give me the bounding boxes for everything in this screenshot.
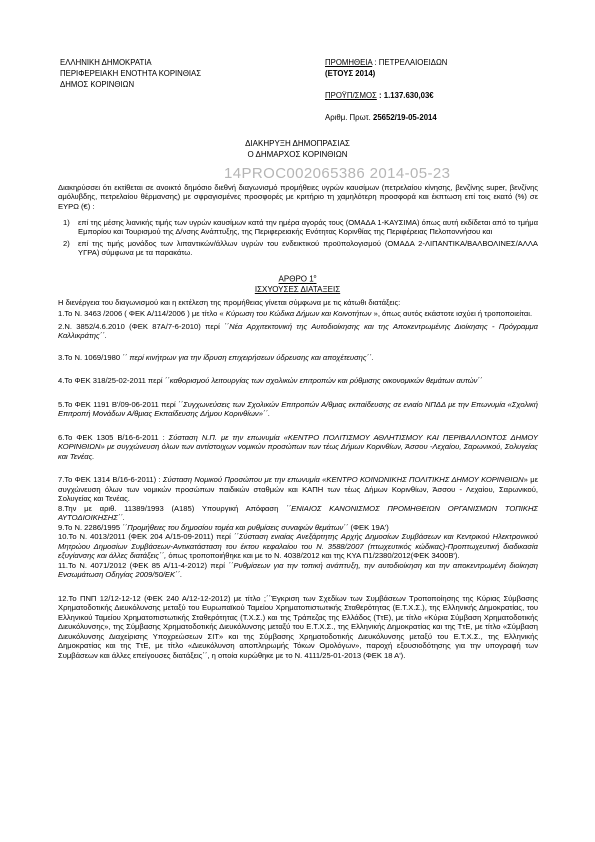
issuer-line: ΠΕΡΙΦΕΡΕΙΑΚΗ ΕΝΟΤΗΤΑ ΚΟΡΙΝΘΙΑΣ [60, 69, 202, 78]
list-item: 2) επί της τιμής μονάδος των λιπαντικών/άλλων υγρών του ενδεικτικού προϋπολογισμού (ΟΜΑΔΑ 2-ΛΙΠΑΝΤΙΚΑ/ΒΑΛΒΟΛΙΝΕΣ/ΑΛΛΑ ΥΓΡΑ) σύμφωνα με τα παρακάτω. [63, 238, 538, 258]
law-item: 7.Το ΦΕΚ 1314 Β/16-6-2011) : Σύσταση Νομικού Προσώπου με την επωνυμία «ΚΕΝΤΡΟ ΚΟΙΝΩΝΙΚΗΣ ΠΟΛΙΤΙΚΗΣ ΔΗΜΟΥ ΚΟΡΙΝΘΙΩΝ» με συγχώνευση όλων των νομικών προσώπων παιδικών σταθμών και ΚΑΠΗ των τέως Δήμων Κορινθίων, Άσσου - Λεχαίου, Σαρωνικού, Σολυγείας και Τενέας. [58, 475, 538, 504]
law-item: 1.Το Ν. 3463 /2006 ( ΦΕΚ Α/114/2006 ) με τίτλο « Κύρωση του Κώδικα Δήμων και Κοινοτήτων », όπως αυτός εκάστοτε ισχύει ή τροποποιείται. [58, 309, 533, 319]
procurement-info [325, 57, 447, 123]
document-subtitle: Ο ΔΗΜΑΡΧΟΣ ΚΟΡΙΝΘΙΩΝ [247, 150, 348, 159]
ada-watermark: 14PROC002065386 2014-05-23 [224, 165, 451, 182]
law-item: 10.Το Ν. 4013/2011 (ΦΕΚ 204 Α/15-09-2011) περί ΄΄Σύσταση ενιαίας Ανεξάρτητης Αρχής Δημοσίων Συμβάσεων και Κεντρικού Ηλεκτρονικού Μητρώου Δημοσίων Συμβάσεων-Αντικατάσταση του έκτου κεφαλαίου του Ν. 3588/2007 (πτωχευτικός κώδικας)-Προπτωχευτική διαδικασία εξυγίανσης και άλλες διατάξεις΄΄, όπως τροποποιήθηκε και με το Ν. 4038/2012 και της ΚΥΑ Π1/2380/2012(ΦΕΚ 3400Β'). [58, 532, 538, 561]
issuer-line: ΕΛΛΗΝΙΚΗ ΔΗΜΟΚΡΑΤΙΑ [60, 58, 152, 67]
budget-value: : 1.137.630,03€ [376, 91, 434, 100]
issuer-header [60, 57, 201, 90]
protocol-line [325, 112, 447, 123]
law-item: 9.Το Ν. 2286/1995 ΄΄Προμήθειες του δημοσίου τομέα και ρυθμίσεις συναφών θεμάτων΄΄ (ΦΕΚ 19Α') [58, 522, 389, 532]
laws-section [58, 298, 538, 660]
criteria-list [58, 218, 538, 258]
law-item: 6.Το ΦΕΚ 1305 Β/16-6-2011 : Σύσταση Ν.Π. με την επωνυμία «ΚΕΝΤΡΟ ΠΟΛΙΤΙΣΜΟΥ ΑΘΛΗΤΙΣΜΟΥ ΚΑΙ ΠΕΡΙΒΑΛΛΟΝΤΟΣ ΔΗΜΟΥ ΚΟΡΙΝΘΙΩΝ» με συγχώνευση όλων των αντίστοιχων νομικών προσώπων των τέως Δήμων Κορινθίων, Άσσου -Λεχαίου, Σαρωνικού, Σολυγείας και Τενέας. [58, 432, 538, 461]
supply-value: : ΠΕΤΡΕΛΑΙΟΕΙΔΩΝ [372, 58, 448, 67]
laws-intro: Η διενέργεια του διαγωνισμού και η εκτέλεση της προμήθειας γίνεται σύμφωνα με τις κάτωθι διατάξεις: [58, 298, 401, 307]
protocol-label: Αριθμ. Πρωτ. [325, 113, 373, 122]
supply-label: ΠΡΟΜΗΘΕΙΑ [325, 58, 373, 67]
law-item: 2.Ν. 3852/4.6.2010 (ΦΕΚ 87Α/7-6-2010) περί ΄΄Νέα Αρχιτεκτονική της Αυτοδιοίκησης και της Αποκεντρωμένης Διοίκησης - Πρόγραμμα Καλλικράτης΄΄. [58, 321, 538, 341]
protocol-value: 25652/19-05-2014 [372, 113, 437, 122]
law-item: 11.Το Ν. 4071/2012 (ΦΕΚ 85 Α/11-4-2012) περί ΄΄Ρυθμίσεων για την τοπική ανάπτυξη, την αυτοδιοίκηση και την αποκεντρωμένη διοίκηση Ενσωμάτωση Οδηγίας 2009/50/ΕΚ΄΄. [58, 560, 538, 580]
document-title: ΔΙΑΚΗΡΥΞΗ ΔΗΜΟΠΡΑΣΙΑΣ [245, 139, 350, 148]
law-item: 4.Το ΦΕΚ 318/25-02-2011 περί ΄΄καθορισμού λειτουργίας των σχολικών επιτροπών και ρύθμισης οικονομικών θεμάτων αυτών΄΄ [58, 376, 483, 386]
law-item: 8.Την με αριθ. 11389/1993 (Α185) Υπουργική Απόφαση ΄΄ΕΝΙΑΙΟΣ ΚΑΝΟΝΙΣΜΟΣ ΠΡΟΜΗΘΕΙΩΝ ΟΡΓΑΝΙΣΜΩΝ ΤΟΠΙΚΗΣ ΑΥΤΟΔΙΟΙΚΗΣΗΣ΄΄. [58, 503, 538, 523]
issuer-line: ΔΗΜΟΣ ΚΟΡΙΝΘΙΩΝ [60, 80, 135, 89]
list-item: 1) επί της μέσης λιανικής τιμής των υγρών καυσίμων κατά την ημέρα αγοράς τους (ΟΜΑΔΑ 1-ΚΑΥΣΙΜΑ) όπως αυτή εκδίδεται από το τμήμα Εμπορίου και Τουρισμού της Δ/νσης Ανάπτυξης, της Περιφερειακής Ενότητας Κορινθίας της Περιφέρειας Πελοποννήσου και [63, 218, 538, 237]
budget-line [325, 90, 447, 101]
article-subtitle: ΙΣΧΥΟΥΣΕΣ ΔΙΑΤΑΞΕΙΣ [254, 285, 341, 294]
article-heading: ΑΡΘΡΟ $1^o$ [278, 274, 317, 284]
supply-year: (ΕΤΟΥΣ 2014) [325, 69, 376, 78]
budget-label: ΠΡΟΫΠ/ΣΜΟΣ [325, 91, 377, 100]
law-item: 3.Το Ν. 1069/1980 ΄΄ περί κινήτρων για την ίδρυση επιχειρήσεων ύδρευσης και αποχέτευσης΄΄. [58, 352, 374, 362]
law-item: 12.Το ΠΝΠ 12/12-12-12 (ΦΕΚ 240 Α/12-12-2012) με τίτλο ;΄΄Έγκριση των Σχεδίων των Συμβάσεων Τροποποίησης της Κύριας Σύμβασης Χρηματοδοτικής Διευκόλυνσης μεταξύ του Ευρωπαϊκού Ταμείου Χρηματοπιστωτικής Σταθερότητας (Ε.Τ.Χ.Σ.), της Ελληνικής Δημοκρατίας, του Ελληνικού Ταμείου Χρηματοπιστωτικής Σταθερότητας (Τ.Χ.Σ.) και της Τράπεζας της Ελλάδος (ΤτΕ), με τίτλο «Κύρια Σύμβαση Χρηματοδοτικής Διευκόλυνσης», της Σύμβασης Χρηματοδοτικής Διευκόλυνσης μεταξύ του Ε.Τ.Χ.Σ., της Ελληνικής Δημοκρατίας και της ΤτΕ, με τίτλο «Σύμβαση Διευκόλυνσης Διαχείρισης Υποχρεώσεων ΣΙΤ» και της Σύμβασης Χρηματοδοτικής Διευκόλυνσης μεταξύ του Ε.Τ.Χ.Σ., της Ελληνικής Δημοκρατίας και της ΤτΕ, με τίτλο «Διευκόλυνση αποπληρωμής Τόκων Ομολόγων», παροχή εξουσιοδότησης για την υπογραφή των Συμβάσεων και άλλες επείγουσες διατάξεις΄΄, η οποία κυρώθηκε με το Ν. 4111/25-01-2013 (ΦΕΚ 18 Α'). [58, 593, 538, 660]
intro-paragraph: Διακηρύσσει ότι εκτίθεται σε ανοικτό δημόσιο διεθνή διαγωνισμό προμήθειες υγρών καυσίμων (πετρελαίου κίνησης, βενζίνης super, βενζίνης αμόλυβδης, πετρελαίου θέρμανσης) με σφραγισμένες προσφορές με κριτήριο τη χαμηλότερη προσφορά και έκπτωση επί τοις εκατό (%) σε ΕΥΡΩ (€) : [58, 183, 538, 211]
law-item: 5.Το ΦΕΚ 1191 Β'/09-06-2011 περί ΄΄Συγχωνεύσεις των Σχολικών Επιτροπών Α/θμιας εκπαίδευσης σε ενιαίο ΝΠΔΔ με την Επωνυμία «Σχολική Επιτροπή Μονάδων Α/θμιας Εκπαίδευσης Δήμου Κορινθίων»΄΄. [58, 399, 538, 419]
supply-line [325, 57, 447, 68]
